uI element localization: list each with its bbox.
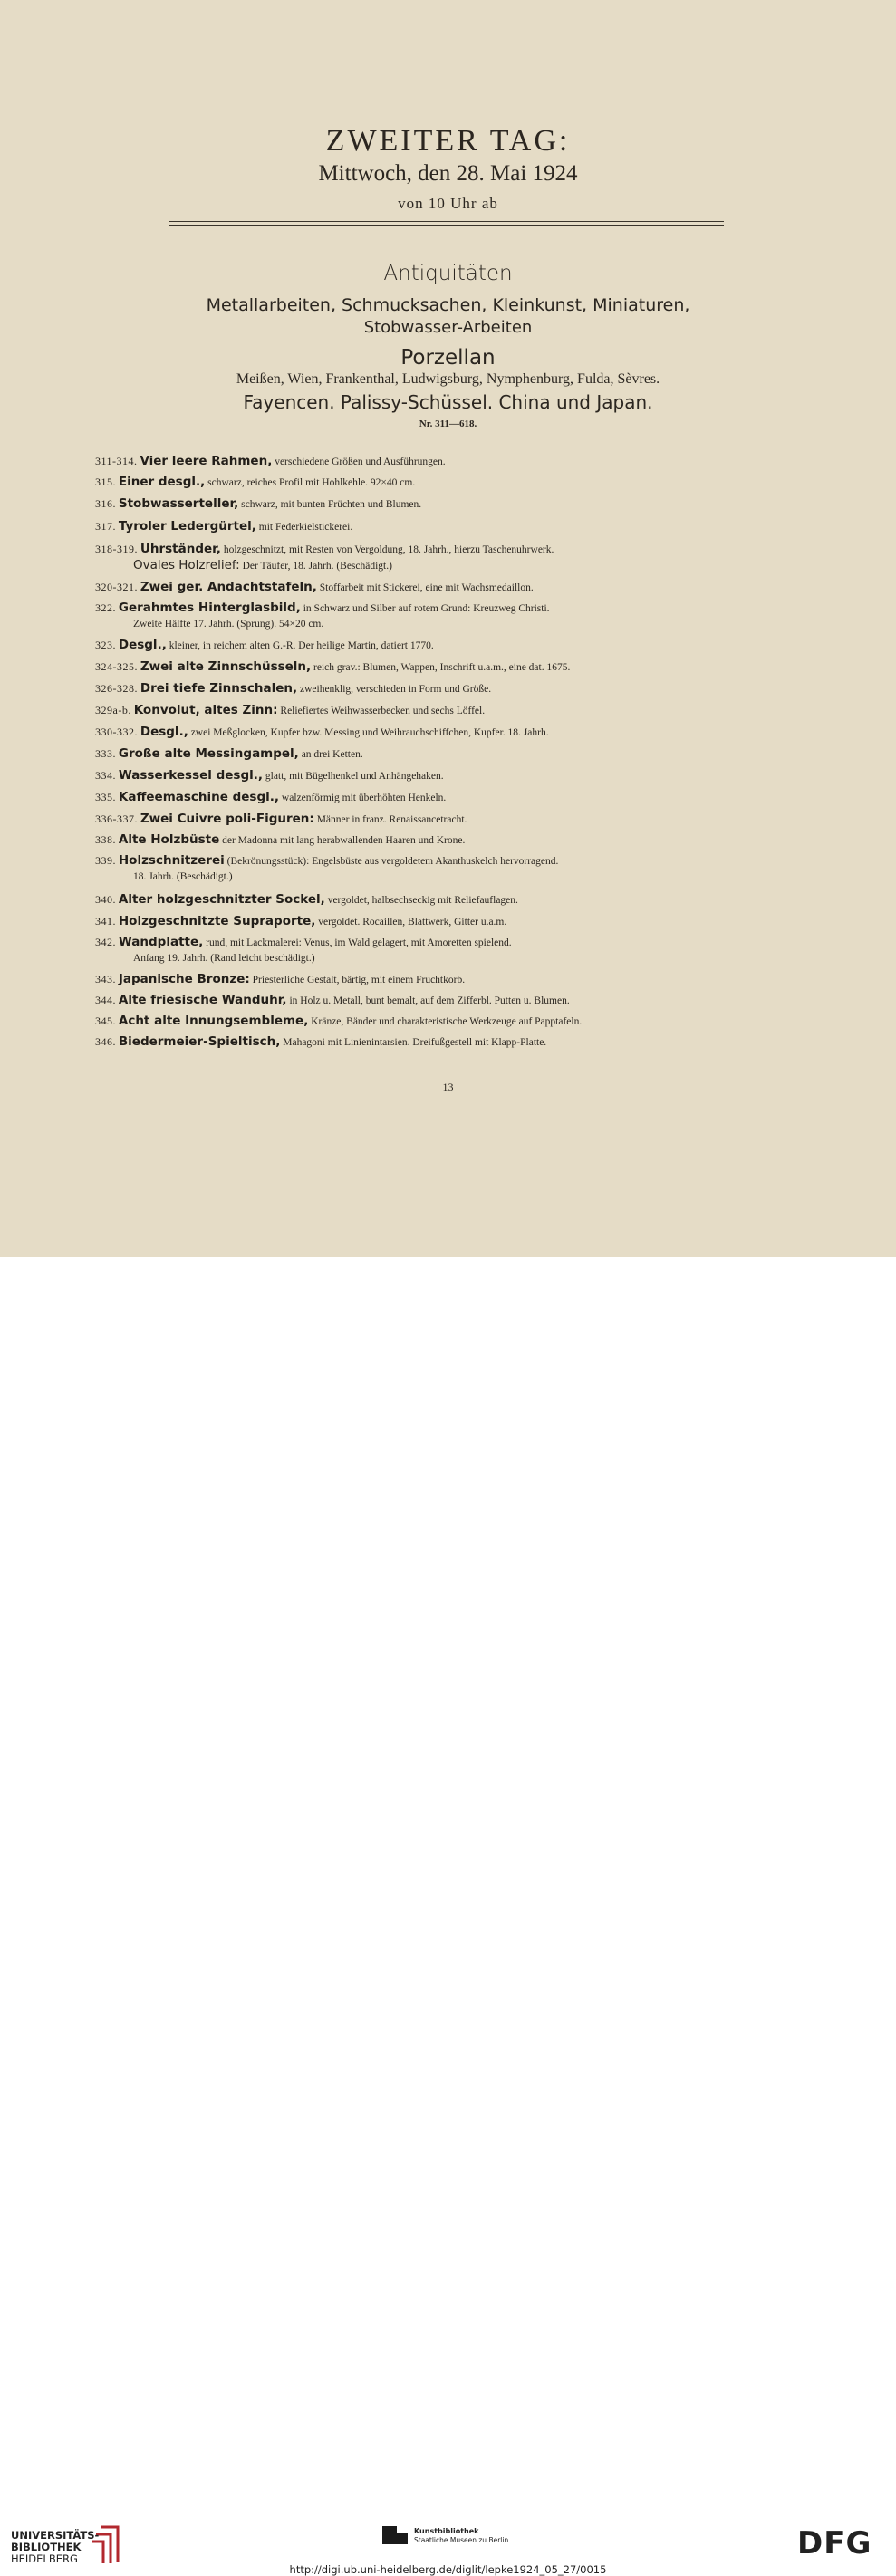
lot-number: 326-328. xyxy=(95,682,138,695)
lot-title: Konvolut, altes Zinn: xyxy=(133,703,278,717)
ub-heidelberg-label xyxy=(11,2530,99,2565)
lot-number: 344. xyxy=(95,994,116,1006)
list-item xyxy=(95,661,734,674)
ub-line-3: HEIDELBERG xyxy=(11,2552,78,2565)
lot-description: der Madonna mit lang herabwallenden Haaren und Krone. xyxy=(222,835,466,846)
lot-number: 341. xyxy=(95,915,116,928)
lot-number: 322. xyxy=(95,601,116,614)
lot-number: 316. xyxy=(95,497,116,510)
lot-range: Nr. 311—618. xyxy=(419,418,477,429)
ub-line-2: BIBLIOTHEK xyxy=(11,2541,82,2553)
kunstbibliothek-logo-icon xyxy=(382,2526,409,2551)
lot-description: Männer in franz. Renaissancetracht. xyxy=(316,814,467,825)
lot-number: 315. xyxy=(95,476,116,488)
lot-description: kleiner, in reichem alten G.-R. Der heilige Martin, datiert 1770. xyxy=(169,640,434,651)
dfg-logo: DFG xyxy=(797,2525,872,2562)
list-item xyxy=(95,937,734,965)
lot-number: 336-337. xyxy=(95,812,138,825)
lot-title: Japanische Bronze: xyxy=(118,972,250,986)
list-item xyxy=(95,813,734,826)
lot-title: Vier leere Rahmen, xyxy=(140,454,273,468)
lot-description: Stoffarbeit mit Stickerei, eine mit Wachsmedaillon. xyxy=(319,582,534,593)
lot-number: 320-321. xyxy=(95,581,138,593)
lot-description: holzgeschnitzt, mit Resten von Vergoldung, 18. Jahrh., hierzu Taschenuhrwerk. xyxy=(223,544,554,555)
lot-number: 345. xyxy=(95,1014,116,1027)
lot-title: Gerahmtes Hinterglasbild, xyxy=(118,601,301,615)
lot-description: Reliefiertes Weihwasserbecken und sechs Löffel. xyxy=(280,706,486,716)
list-item xyxy=(95,894,734,907)
lot-title: Desgl., xyxy=(140,725,188,739)
lot-title: Zwei ger. Andachtstafeln, xyxy=(140,580,317,594)
lot-continuation: 18. Jahrh. (Beschädigt.) xyxy=(133,871,233,882)
scanned-page xyxy=(0,0,896,1257)
lot-title: Zwei alte Zinnschüsseln, xyxy=(140,659,312,674)
lot-description: schwarz, reiches Profil mit Hohlkehle. 92×40 cm. xyxy=(207,477,416,488)
lot-number: 339. xyxy=(95,854,116,867)
lot-continuation: Anfang 19. Jahrh. (Rand leicht beschädigt.) xyxy=(133,953,315,964)
category-subline-3: Meißen, Wien, Frankenthal, Ludwigsburg, Nymphenburg, Fulda, Sèvres. xyxy=(236,371,660,387)
lot-continuation-text: Der Täufer, 18. Jahrh. (Beschädigt.) xyxy=(242,561,392,572)
lot-title: Tyroler Ledergürtel, xyxy=(118,519,256,533)
lot-description: reich grav.: Blumen, Wappen, Inschrift u.a.m., eine dat. 1675. xyxy=(313,662,571,673)
list-item xyxy=(95,456,734,468)
auction-date: Mittwoch, den 28. Mai 1924 xyxy=(318,161,578,186)
list-item xyxy=(95,916,734,928)
list-item xyxy=(95,792,734,804)
lot-title: Wasserkessel desgl., xyxy=(118,768,264,783)
list-item xyxy=(95,1015,734,1028)
lot-title: Alte Holzbüste xyxy=(118,832,220,847)
double-rule-divider xyxy=(169,221,724,226)
list-item xyxy=(95,748,734,761)
list-item xyxy=(95,1036,734,1049)
lot-number: 340. xyxy=(95,893,116,906)
list-item xyxy=(95,834,734,847)
ub-line-1: UNIVERSITÄTS- xyxy=(11,2529,100,2542)
list-item xyxy=(95,705,734,717)
lot-title: Acht alte Innungsembleme, xyxy=(118,1014,309,1028)
lot-title: Holzgeschnitzte Supraporte, xyxy=(118,914,316,928)
lot-number: 317. xyxy=(95,520,116,533)
lot-title: Biedermeier-Spieltisch, xyxy=(118,1034,281,1049)
kb-line-1: Kunstbibliothek xyxy=(414,2527,479,2535)
footer-bar xyxy=(0,1257,896,2576)
category-subline-1: Metallarbeiten, Schmucksachen, Kleinkunst, Miniaturen, xyxy=(206,295,690,315)
list-item xyxy=(95,995,734,1007)
category-subline-4: Fayencen. Palissy-Schüssel. China und Japan. xyxy=(243,391,653,413)
kunstbibliothek-label xyxy=(414,2527,508,2545)
lot-description: walzenförmig mit überhöhten Henkeln. xyxy=(281,793,447,803)
lot-continuation: Zweite Hälfte 17. Jahrh. (Sprung). 54×20 cm. xyxy=(133,619,324,630)
lot-number: 338. xyxy=(95,833,116,846)
lot-description: (Bekrönungsstück): Engelsbüste aus vergoldetem Akanthuskelch hervorragend. xyxy=(226,856,559,867)
list-item xyxy=(95,521,734,533)
lot-description: Mahagoni mit Linienintarsien. Dreifußgestell mit Klapp-Platte. xyxy=(283,1037,547,1048)
lot-number: 343. xyxy=(95,973,116,985)
lot-description: schwarz, mit bunten Früchten und Blumen. xyxy=(241,499,422,510)
list-item xyxy=(95,582,734,594)
lot-title: Alte friesische Wanduhr, xyxy=(118,993,287,1007)
lot-number: 346. xyxy=(95,1035,116,1048)
lot-description: zweihenklig, verschieden in Form und Größe. xyxy=(299,684,492,695)
lot-title: Einer desgl., xyxy=(118,475,206,489)
lot-description: vergoldet, halbsechseckig mit Reliefauflagen. xyxy=(327,895,518,906)
list-item xyxy=(95,855,734,883)
lot-number: 334. xyxy=(95,769,116,782)
lot-title: Wandplatte, xyxy=(118,935,204,949)
lot-title: Desgl., xyxy=(118,638,167,652)
lot-number: 311-314. xyxy=(95,455,138,467)
lot-title: Uhrständer, xyxy=(140,542,221,556)
category-heading-antiquitaeten: Antiquitäten xyxy=(383,262,513,285)
category-heading-porzellan: Porzellan xyxy=(400,346,496,370)
lot-title: Stobwasserteller, xyxy=(118,496,239,511)
lot-description: zwei Meßglocken, Kupfer bzw. Messing und Weihrauchschiffchen, Kupfer. 18. Jahrh. xyxy=(190,727,549,738)
day-heading: ZWEITER TAG: xyxy=(325,124,571,158)
lot-title: Große alte Messingampel, xyxy=(118,746,299,761)
lot-number: 333. xyxy=(95,747,116,760)
permalink-url[interactable]: http://digi.ub.uni-heidelberg.de/diglit/lepke1924_05_27/0015 xyxy=(289,2563,607,2576)
lot-description: rund, mit Lackmalerei: Venus, im Wald gelagert, mit Amoretten spielend. xyxy=(206,937,512,948)
lot-description: an drei Ketten. xyxy=(301,749,363,760)
auction-time: von 10 Uhr ab xyxy=(398,195,498,212)
list-item xyxy=(95,498,734,511)
lot-number: 323. xyxy=(95,639,116,651)
lot-description: mit Federkielstickerei. xyxy=(258,522,353,533)
lot-title: Drei tiefe Zinnschalen, xyxy=(140,681,298,696)
lot-description: verschiedene Größen und Ausführungen. xyxy=(275,457,446,467)
lot-title: Alter holzgeschnitzter Sockel, xyxy=(118,892,325,907)
lot-continuation xyxy=(95,560,734,572)
category-subline-2: Stobwasser-Arbeiten xyxy=(363,318,533,337)
lot-number: 330-332. xyxy=(95,726,138,738)
list-item xyxy=(95,974,734,986)
lot-title: Zwei Cuivre poli-Figuren: xyxy=(140,812,314,826)
page-number: 13 xyxy=(442,1081,454,1093)
kb-line-2: Staatliche Museen zu Berlin xyxy=(414,2536,509,2544)
list-item xyxy=(95,476,734,489)
lot-number: 318-319. xyxy=(95,543,138,555)
lot-description: glatt, mit Bügelhenkel und Anhängehaken. xyxy=(265,771,444,782)
lot-description: in Holz u. Metall, bunt bemalt, auf dem Zifferbl. Putten u. Blumen. xyxy=(289,995,570,1006)
list-item xyxy=(95,543,734,572)
lot-number: 335. xyxy=(95,791,116,803)
list-item xyxy=(95,602,734,630)
list-item xyxy=(95,726,734,739)
list-item xyxy=(95,770,734,783)
lot-number: 324-325. xyxy=(95,660,138,673)
lot-number: 329a-b. xyxy=(95,704,131,716)
lot-title: Kaffeemaschine desgl., xyxy=(118,790,280,804)
lot-number: 342. xyxy=(95,936,116,948)
lot-description: in Schwarz und Silber auf rotem Grund: Kreuzweg Christi. xyxy=(303,603,550,614)
list-item xyxy=(95,683,734,696)
lot-description: Kränze, Bänder und charakteristische Werkzeuge auf Papptafeln. xyxy=(311,1016,583,1027)
lot-description: Priesterliche Gestalt, bärtig, mit einem Fruchtkorb. xyxy=(252,975,466,985)
lot-title: Holzschnitzerei xyxy=(118,853,225,868)
list-item xyxy=(95,639,734,652)
lot-description: vergoldet. Rocaillen, Blattwerk, Gitter u.a.m. xyxy=(318,917,507,928)
lot-subtitle: Ovales Holzrelief: xyxy=(133,558,240,572)
